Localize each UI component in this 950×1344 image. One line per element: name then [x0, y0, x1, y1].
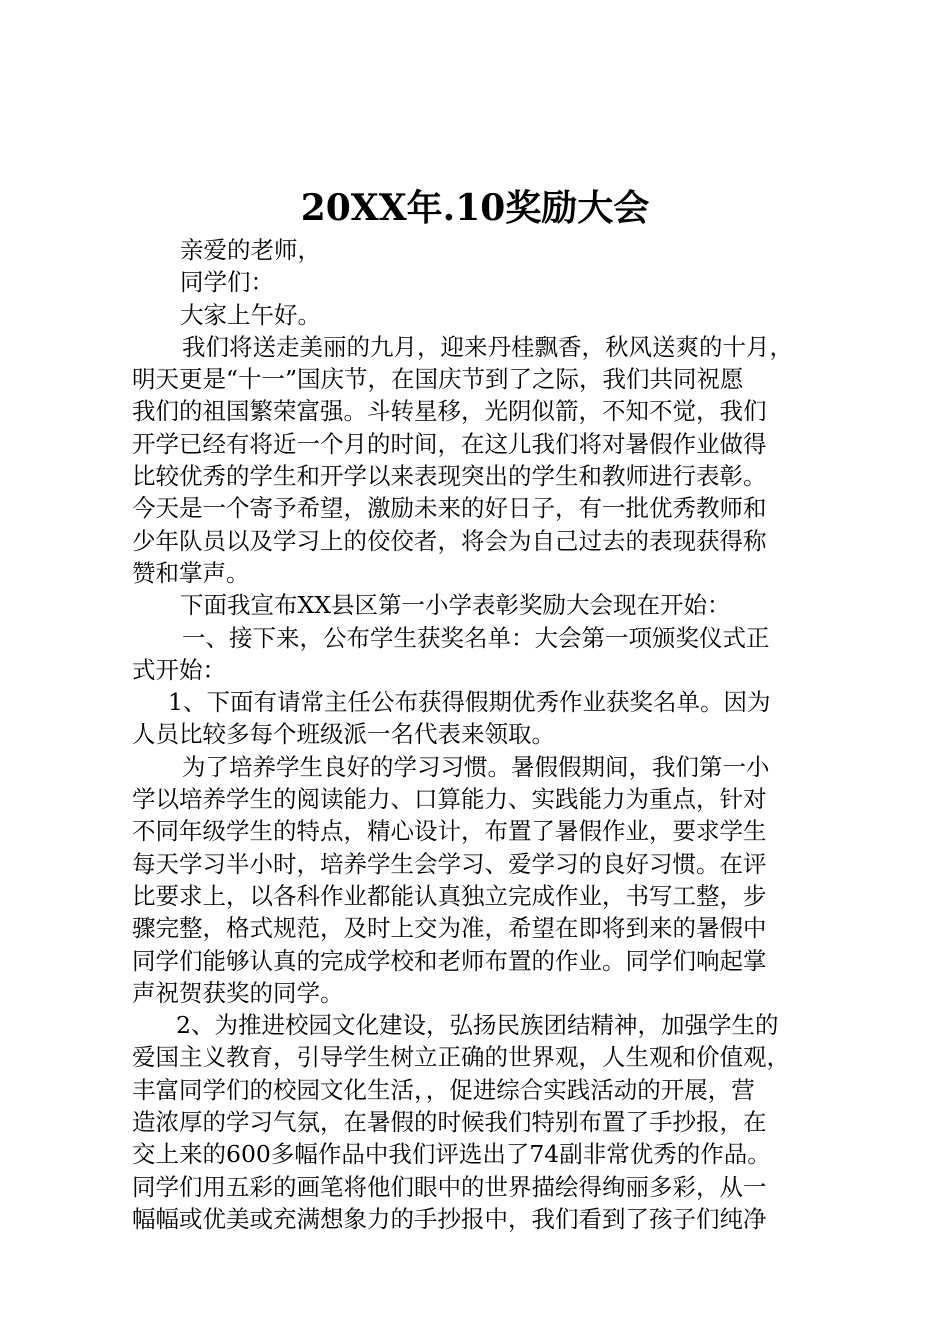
paragraph-line: 每天学习半小时，培养学生会学习、爱学习的良好习惯。在评 — [132, 849, 767, 878]
paragraph-line: 我们的祖国繁荣富强。斗转星移，光阴似箭，不知不觉，我们 — [132, 397, 767, 426]
paragraph-line: 比要求上，以各科作业都能认真独立完成作业，书写工整，步 — [132, 881, 767, 910]
paragraph-line: 丰富同学们的校园文化生活，，促进综合实践活动的开展，营 — [132, 1075, 755, 1104]
paragraph-line: 不同年级学生的特点，精心设计，布置了暑假作业，要求学生 — [132, 817, 767, 846]
document-title: 20XX年.10奖励大会 — [300, 187, 650, 229]
paragraph-line: 骤完整，格式规范，及时上交为准，希望在即将到来的暑假中 — [132, 914, 767, 943]
paragraph-line: 同学们用五彩的画笔将他们眼中的世界描绘得绚丽多彩，从一 — [132, 1172, 767, 1201]
paragraph-line: 赞和掌声。 — [132, 558, 250, 587]
paragraph-line: 比较优秀的学生和开学以来表现突出的学生和教师进行表彰。 — [132, 462, 767, 491]
paragraph-line: 1、下面有请常主任公布获得假期优秀作业获奖名单。因为 — [168, 688, 771, 717]
paragraph-line: 声祝贺获奖的同学。 — [132, 978, 344, 1007]
greeting-line: 亲爱的老师， — [180, 236, 321, 264]
paragraph-line: 式开始： — [132, 655, 226, 684]
paragraph-line: 今天是一个寄予希望，激励未来的好日子，有一批优秀教师和 — [132, 494, 767, 523]
paragraph-line: 明天更是“十一”国庆节，在国庆节到了之际，我们共同祝愿 — [132, 365, 744, 394]
greeting-line: 同学们： — [180, 268, 274, 297]
paragraph-line: 我们将送走美丽的九月，迎来丹桂飘香，秋风送爽的十月， — [182, 332, 793, 361]
paragraph-line: 幅幅或优美或充满想象力的手抄报中，我们看到了孩子们纯净 — [132, 1204, 767, 1233]
paragraph-line: 造浓厚的学习气氛，在暑假的时候我们特别布置了手抄报，在 — [132, 1108, 767, 1137]
paragraph-line: 为了培养学生良好的学习习惯。暑假假期间，我们第一小 — [182, 752, 770, 781]
paragraph-line: 人员比较多每个班级派一名代表来领取。 — [132, 720, 555, 749]
paragraph-line: 少年队员以及学习上的佼佼者，将会为自己过去的表现获得称 — [132, 526, 767, 555]
paragraph-line: 一、接下来，公布学生获奖名单：大会第一项颁奖仪式正 — [182, 623, 770, 652]
paragraph-line: 爱国主义教育，引导学生树立正确的世界观，人生观和价值观， — [132, 1043, 790, 1072]
greeting-line: 大家上午好。 — [180, 300, 321, 329]
paragraph-line: 学以培养学生的阅读能力、口算能力、实践能力为重点，针对 — [132, 785, 767, 814]
paragraph-line: 开学已经有将近一个月的时间，在这儿我们将对暑假作业做得 — [132, 429, 767, 458]
document-body — [132, 234, 847, 1235]
paragraph-line: 2、为推进校园文化建设，弘扬民族团结精神，加强学生的 — [176, 1011, 779, 1040]
paragraph-line: 交上来的600多幅作品中我们评选出了74副非常优秀的作品。 — [132, 1140, 771, 1169]
paragraph-line: 同学们能够认真的完成学校和老师布置的作业。同学们响起掌 — [132, 946, 767, 975]
paragraph-line: 下面我宣布XX县区第一小学表彰奖励大会现在开始： — [180, 591, 731, 620]
